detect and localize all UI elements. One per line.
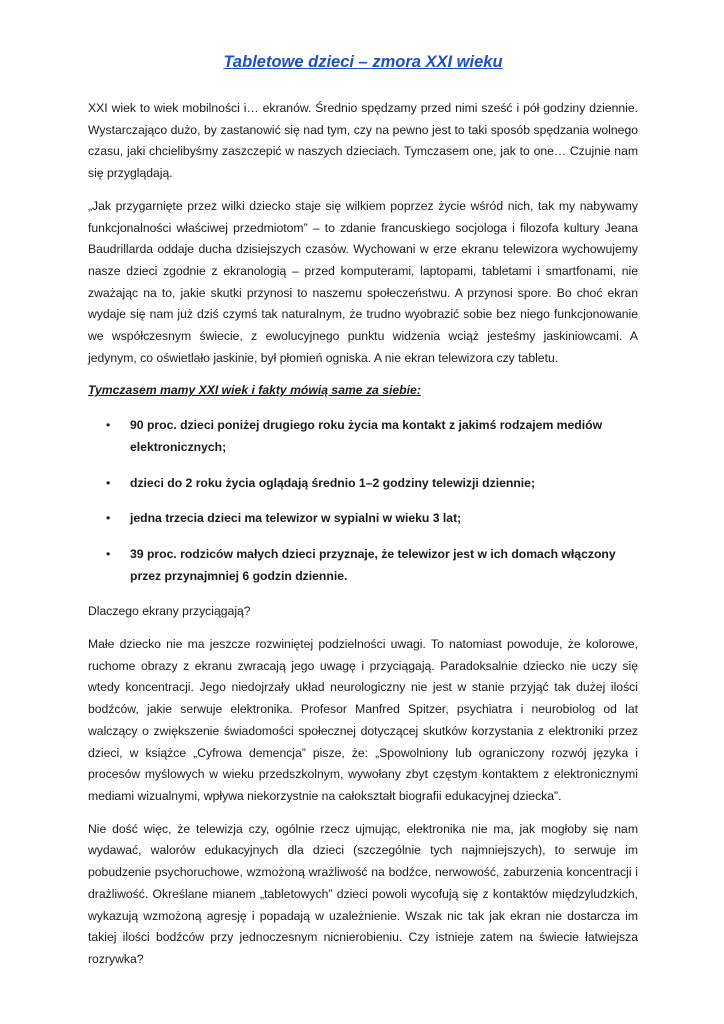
intro-paragraph-2: „Jak przygarnięte przez wilki dziecko staje się wilkiem poprzez życie wśród nich, tak my nabywamy funkcjonalności właściwej przedmiotom” – to zdanie francuskiego socjologa i filozofa kultury Jeana Baudrillarda oddaje ducha dzisiejszych czasów. Wychowani w erze ekranu telewizora wychowujemy nasze dzieci zgodnie z ekranologią – przed komputerami, laptopami, tabletami i smartfonami, nie zważając na to, jakie skutki przynosi to naszemu społeczeństwu. A przynosi spore. Bo choć ekran wydaje się nam już dziś czymś tak naturalnym, że trudno wyobrazić sobie bez niego funkcjonowanie we współczesnym świecie, z ewolucyjnego punktu widzenia wciąż jesteśmy jaskiniowcami. A jedynym, co oświetlało jaskinie, był płomień ogniska. A nie ekran telewizora czy tabletu.	[88, 198, 638, 365]
intro-paragraph-1: XXI wiek to wiek mobilności i… ekranów. Średnio spędzamy przed nimi sześć i pół godziny dziennie. Wystarczająco dużo, by zastanowić się nad tym, czy na pewno jest to taki sposób spędzania wolnego czasu, jaki chcielibyśmy zaszczepić w naszych dzieciach. Tymczasem one, jak to one… Czujnie nam się przyglądają.	[88, 101, 638, 181]
fact-text: dzieci do 2 roku życia oglądają średnio 1–2 godziny telewizji dziennie;	[130, 475, 535, 490]
fact-text: jedna trzecia dzieci ma telewizor w sypialni w wieku 3 lat;	[130, 511, 462, 526]
fact-text: 90 proc. dzieci poniżej drugiego roku życia ma kontakt z jakimś rodzajem mediów elektronicznych;	[130, 418, 603, 454]
bullet-icon: •	[106, 511, 111, 526]
fact-text: 39 proc. rodziców małych dzieci przyznaje, że telewizor jest w ich domach włączony przez przynajmniej 6 godzin dziennie.	[130, 546, 616, 583]
list-item	[88, 473, 638, 495]
list-item	[88, 508, 638, 530]
bullet-icon: •	[106, 418, 111, 433]
document-title: Tabletowe dzieci – zmora XXI wieku	[223, 53, 503, 71]
list-item	[88, 544, 638, 587]
facts-list	[88, 415, 638, 587]
body-paragraph-2: Nie dość więc, że telewizja czy, ogólnie rzecz ujmując, elektronika nie ma, jak mogłoby się nam wydawać, walorów edukacyjnych dla dzieci (szczególnie tych najmniejszych), to serwuje im pobudzenie psychoruchowe, wzmożoną wrażliwość na bodźce, nerwowość, zaburzenia koncentracji i drażliwość. Określane mianem „tabletowych” dzieci powoli wycofują się z kontaktów międzyludzkich, wykazują wzmożoną agresję i popadają w uzależnienie. Wszak nic tak jak ekran nie dostarcza im takiej ilości bodźców przy jednoczesnym nicnierobieniu. Czy istnieje zatem na świecie łatwiejsza rozrywka?	[88, 821, 638, 966]
bullet-icon: •	[106, 546, 111, 561]
question-line: Dlaczego ekrany przyciągają?	[88, 604, 251, 619]
bullet-icon: •	[106, 475, 111, 490]
facts-heading: Tymczasem mamy XXI wiek i fakty mówią same za siebie:	[88, 383, 421, 398]
document-page	[88, 48, 638, 982]
list-item	[88, 415, 638, 458]
body-paragraph-1: Małe dziecko nie ma jeszcze rozwiniętej podzielności uwagi. To natomiast powoduje, że kolorowe, ruchome obrazy z ekranu zwracają jego uwagę i przyciągają. Paradoksalnie dziecko nie uczy się wtedy koncentracji. Jego niedojrzały układ neurologiczny nie jest w stanie przyjąć tak dużej ilości bodźców, jakie serwuje elektronika. Profesor Manfred Spitzer, psychiatra i neurobiolog od lat walczący o zwiększenie świadomości społecznej dotyczącej skutków korzystania z elektroniki przez dzieci, w książce „Cyfrowa demencja” pisze, że: „Spowolniony lub ograniczony rozwój języka i procesów myślowych w wieku przedszkolnym, wywołany zbyt częstym kontaktem z elektronicznymi mediami wizualnymi, wpływa niekorzystnie na całokształt biografii edukacyjnej dziecka”.	[88, 637, 638, 803]
